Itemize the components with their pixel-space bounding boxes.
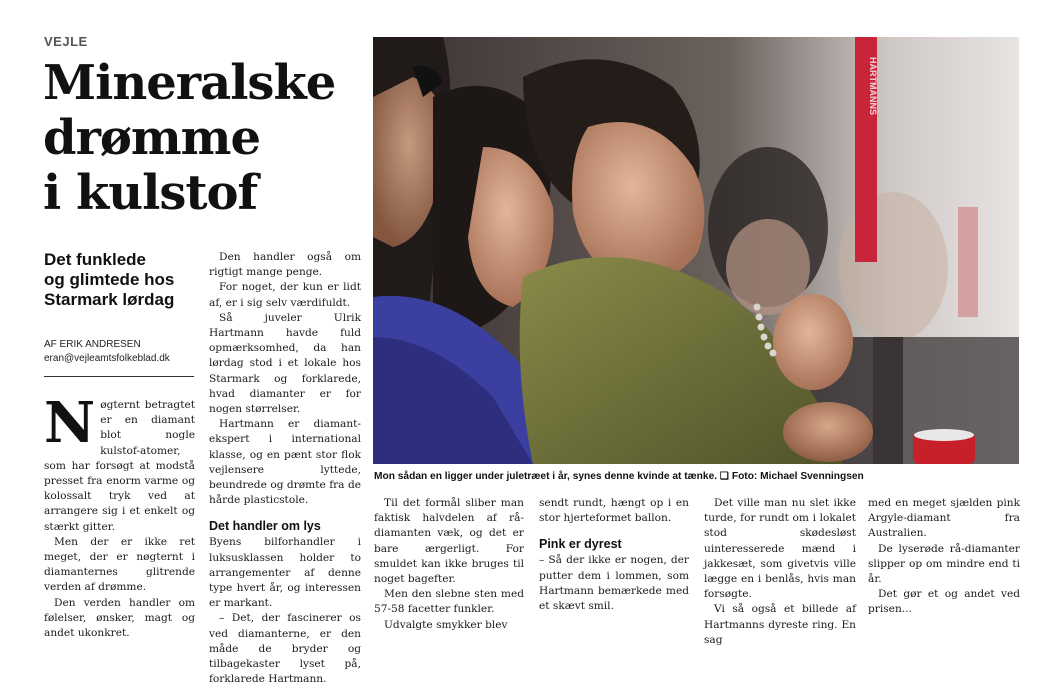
subhead-line: Det funklede [44, 250, 147, 269]
article-paragraph: – Det, der fascinerer os ved diamanterne, er den måde de bryder og tilbagekaster lyset på, forklarede Hartmann. [209, 612, 361, 686]
article-paragraph: Til det formål sliber man faktisk halvdelen af rå-diamanten væk, og det er bare ærgerligt. For smuldet kan ikke bruges til noget bagefter. [374, 497, 524, 586]
article-paragraph: Udvalgte smykker blev [384, 618, 508, 631]
subhead-line: og glimtede hos [44, 270, 175, 289]
article-paragraph: Det gør et og andet ved prisen... [868, 588, 1020, 616]
article-paragraph: Byens bilforhandler i luksusklassen holder to arrangementer af denne type hvert år, og interessen er markant. [209, 536, 361, 610]
article-column-2 [209, 250, 361, 687]
article-column-6 [868, 496, 1020, 618]
article-paragraph: Den verden handler om følelser, ønsker, magt og andet ukonkret. [44, 596, 195, 640]
drop-cap: N [44, 390, 96, 456]
paragraph-text: øgternt betragtet er en diamant blot nogle kulstof-atomer, som har forsøgt at modstå presset fra enorm varme og kolossalt tryk ved at arrangere sig i et enkelt og stærkt gitter. [44, 399, 195, 533]
headline [43, 56, 363, 221]
article-paragraph: Hartmann er diamant-ekspert i international klasse, og en pænt stor flok vejlensere lyttede, beundrede og drømte fra de hårde plasticstole. [209, 418, 361, 507]
article-paragraph: For noget, der kun er lidt af, er i sig selv værdifuldt. [209, 281, 361, 309]
byline-author: AF ERIK ANDRESEN [44, 339, 141, 350]
crosshead: Pink er dyrest [539, 537, 622, 552]
article-column-4 [539, 496, 689, 614]
photo-caption: Mon sådan en ligger under juletræet i år, synes denne kvinde at tænke. ❑ Foto: Michael Svenningsen [374, 471, 864, 482]
byline [44, 338, 204, 366]
article-paragraph: Så juveler Ulrik Hartmann havde fuld opmærksomhed, da han lørdag stod i et lokale hos Starmark og forklarede, hvad diamanter er for nogen størrelser. [209, 311, 361, 416]
subhead-line: Starmark lørdag [44, 290, 175, 309]
photo-illustration [373, 37, 1019, 464]
article-paragraph: De lyserøde rå-diamanter slipper op om mindre end ti år. [868, 542, 1020, 586]
article-paragraph: sendt rundt, hængt op i en stor hjerteformet ballon. [539, 497, 689, 525]
article-column-5 [704, 496, 856, 648]
article-column-3 [374, 496, 524, 633]
article-paragraph [44, 390, 195, 535]
ribbon-text: HARTMANNS [868, 57, 878, 115]
section-kicker: VEJLE [44, 34, 88, 49]
headline-line: i kulstof [43, 165, 258, 221]
article-paragraph: Det ville man nu slet ikke turde, for rundt om i lokalet stod skødesløst uinteresserede mænd i jakkesæt, som givetvis ville lægge en i benlås, hvis man forsøgte. [704, 497, 856, 601]
byline-email: eran@vejleamtsfolkeblad.dk [44, 353, 170, 364]
article-column-1 [44, 390, 195, 641]
article-paragraph: Men der er ikke ret meget, der er nøgternt i diamanternes glitrende verden af drømme. [44, 535, 195, 594]
crosshead: Det handler om lys [209, 519, 321, 534]
headline-line: Mineralske [43, 55, 336, 111]
byline-divider [44, 376, 194, 377]
article-photo [373, 37, 1019, 464]
article-paragraph: Vi så også et billede af Hartmanns dyreste ring. En sag [704, 603, 856, 646]
headline-line: drømme [43, 110, 260, 166]
article-paragraph: Men den slebne sten med 57-58 facetter funkler. [374, 588, 524, 616]
article-paragraph: – Så der ikke er nogen, der putter dem i lommen, som Hartmann bemærkede med et skævt smil. [539, 554, 689, 613]
article-paragraph: Den handler også om rigtigt mange penge. [209, 251, 361, 279]
article-paragraph: med en meget sjælden pink Argyle-diamant fra Australien. [868, 497, 1020, 540]
subheadline [44, 250, 204, 310]
